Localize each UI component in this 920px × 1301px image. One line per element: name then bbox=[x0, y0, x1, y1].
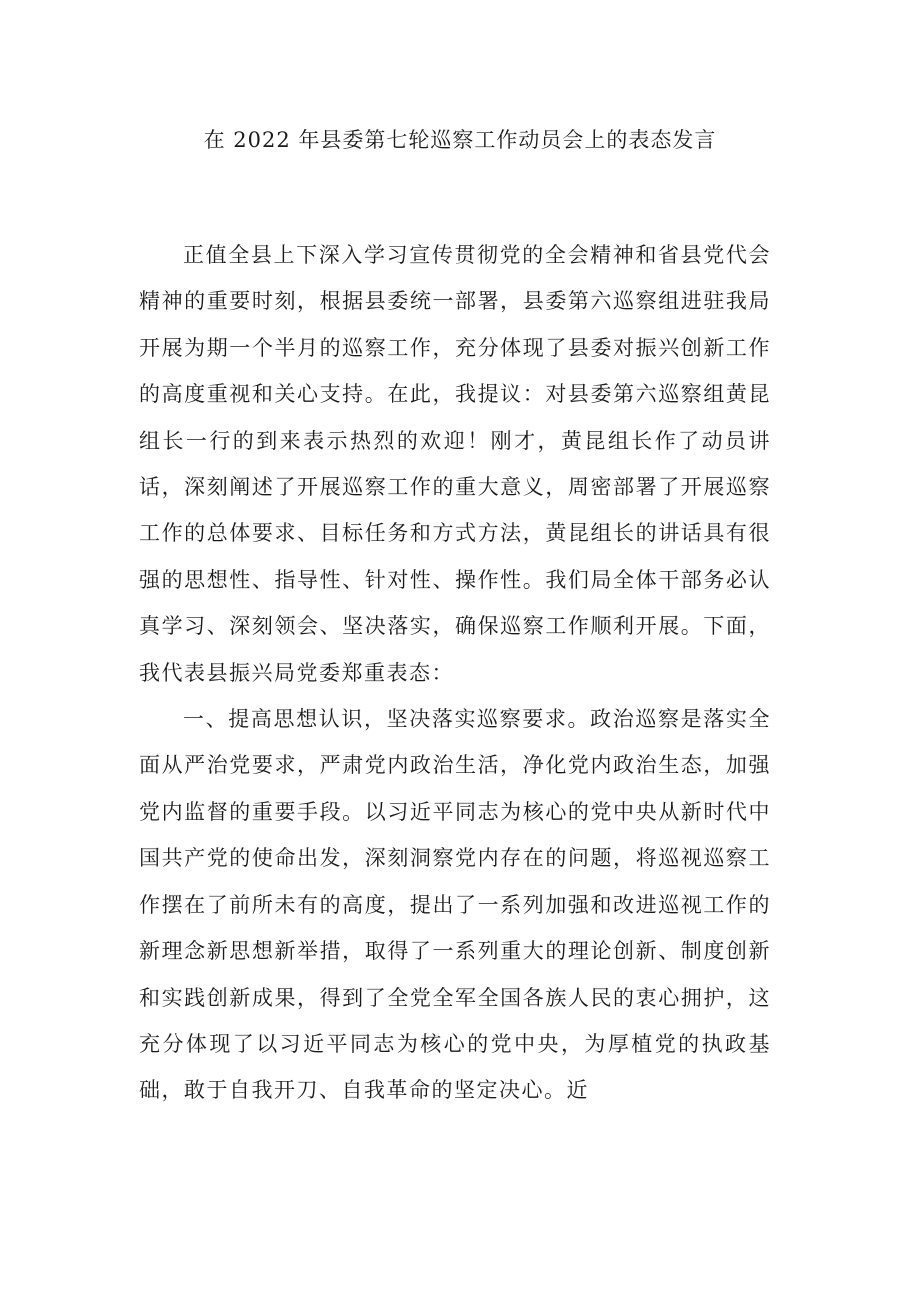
document-title: 在 2022 年县委第七轮巡察工作动员会上的表态发言 bbox=[203, 128, 717, 152]
body-paragraph-intro: 正值全县上下深入学习宣传贯彻党的全会精神和省县党代会精神的重要时刻，根据县委统一部署，县委第六巡察组进驻我局开展为期一个半月的巡察工作，充分体现了县委对振兴创新工作的高度重视和关心支持。在此，我提议：对县委第六巡察组黄昆组长一行的到来表示热烈的欢迎！刚才，黄昆组长作了动员讲话，深刻阐述了开展巡察工作的重大意义，周密部署了开展巡察工作的总体要求、目标任务和方式方法，黄昆组长的讲话具有很强的思想性、指导性、针对性、操作性。我们局全体干部务必认真学习、深刻领会、坚决落实，确保巡察工作顺利开展。下面，我代表县振兴局党委郑重表态： bbox=[139, 243, 771, 685]
document-body bbox=[139, 232, 771, 1114]
body-paragraph-section-one: 一、提高思想认识，坚决落实巡察要求。政治巡察是落实全面从严治党要求，严肃党内政治生活，净化党内政治生态，加强党内监督的重要手段。以习近平同志为核心的党中央从新时代中国共产党的使命出发，深刻洞察党内存在的问题，将巡视巡察工作摆在了前所未有的高度，提出了一系列加强和改进巡视工作的新理念新思想新举措，取得了一系列重大的理论创新、制度创新和实践创新成果，得到了全党全军全国各族人民的衷心拥护，这充分体现了以习近平同志为核心的党中央，为厚植党的执政基础，敢于自我开刀、自我革命的坚定决心。近 bbox=[139, 707, 771, 1103]
